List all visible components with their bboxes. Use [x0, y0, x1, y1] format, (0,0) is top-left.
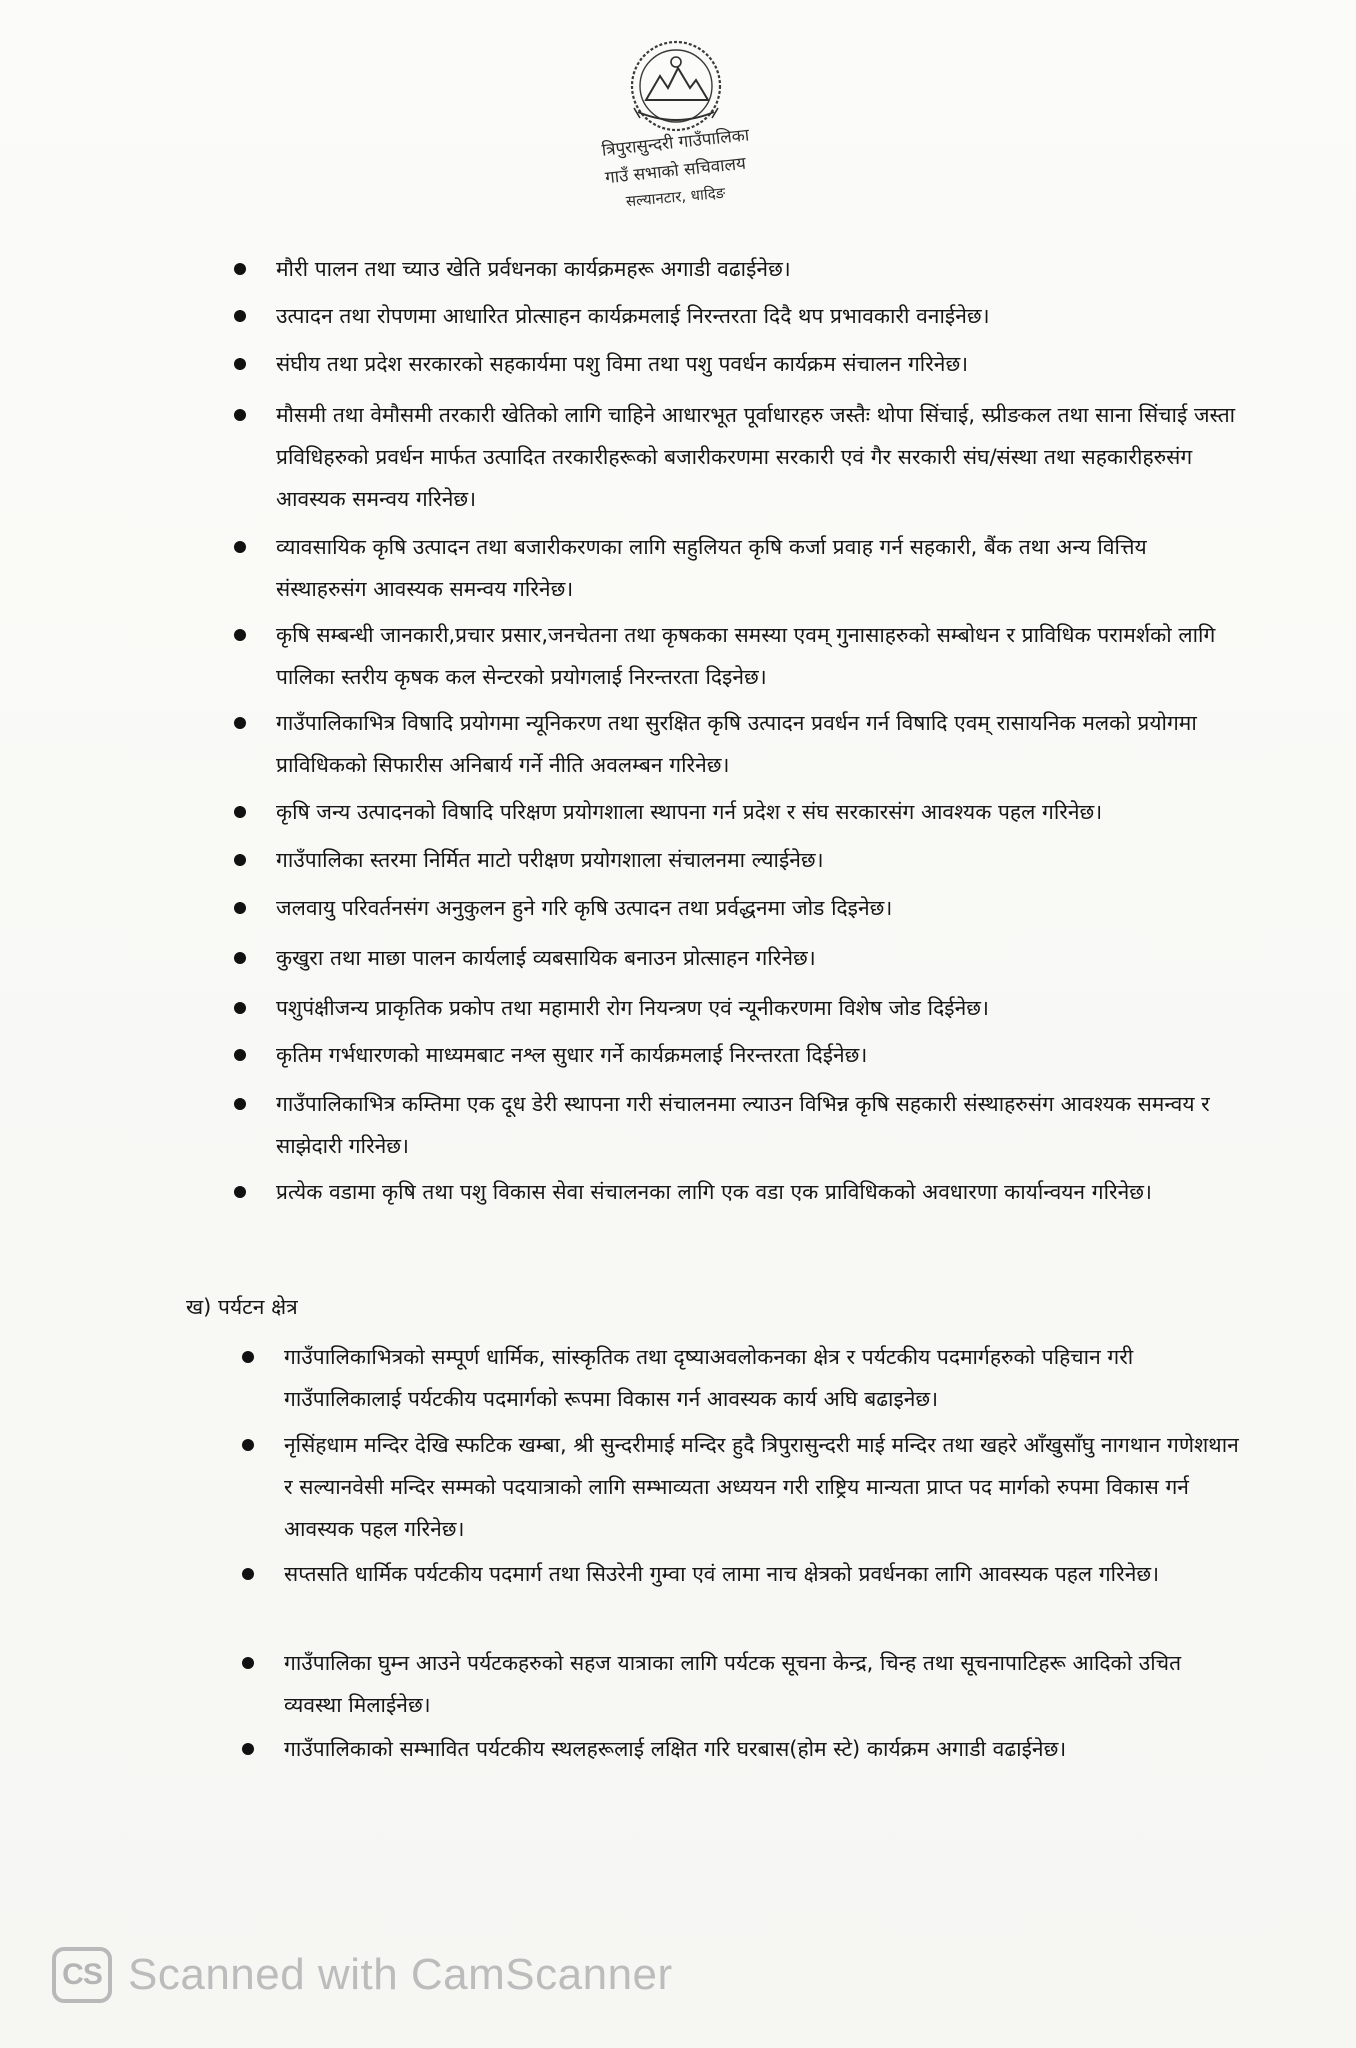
bullet-icon — [242, 1439, 254, 1451]
list-item-text: सप्तसति धार्मिक पर्यटकीय पदमार्ग तथा सिउरेनी गुम्वा एवं लामा नाच क्षेत्रको प्रवर्धनका लागि आवस्यक पहल गरिनेछ। — [284, 1562, 1160, 1586]
bullet-icon — [234, 717, 246, 729]
bullet-icon — [234, 1186, 246, 1198]
section-heading-tourism: ख) पर्यटन क्षेत्र — [186, 1295, 298, 1319]
list-item-text: मौरी पालन तथा च्याउ खेति प्रर्वधनका कार्यक्रमहरू अगाडी वढाईनेछ। — [276, 257, 791, 281]
list-item-text: कृषि सम्बन्धी जानकारी,प्रचार प्रसार,जनचेतना तथा कृषकका समस्या एवम् गुनासाहरुको सम्बोधन र प्राविधिक परामर्शको लागि पालिका स्तरीय कृषक कल सेन्टरको प्रयोगलाई निरन्तरता दिइनेछ। — [276, 623, 1216, 689]
list-item-text: गाउँपालिका स्तरमा निर्मित माटो परीक्षण प्रयोगशाला संचालनमा ल्याईनेछ। — [276, 848, 824, 872]
bullet-icon — [234, 854, 246, 866]
list-item-text: कृतिम गर्भधारणको माध्यमबाट नश्ल सुधार गर्ने कार्यक्रमलाई निरन्तरता दिईनेछ। — [276, 1043, 868, 1067]
seal-line-2: गाउँ सभाको सचिवालय — [604, 153, 747, 189]
bullet-icon — [234, 629, 246, 641]
list-item-text: गाउँपालिकाभित्र विषादि प्रयोगमा न्यूनिकरण तथा सुरक्षित कृषि उत्पादन प्रवर्धन गर्न विषादि एवम् रासायनिक मलको प्रयोगमा प्राविधिकको सिफारीस अनिबार्य गर्ने नीति अवलम्बन गरिनेछ। — [276, 711, 1197, 777]
bullet-icon — [242, 1351, 254, 1363]
seal-emblem-icon — [576, 28, 776, 218]
seal-line-3: सल्यानटार, धादिङ — [625, 183, 726, 211]
bullet-icon — [242, 1657, 254, 1669]
list-item-text: पशुपंक्षीजन्य प्राकृतिक प्रकोप तथा महामारी रोग नियन्त्रण एवं न्यूनीकरणमा विशेष जोड दिईनेछ। — [276, 996, 989, 1020]
list-item-text: मौसमी तथा वेमौसमी तरकारी खेतिको लागि चाहिने आधारभूत पूर्वाधारहरु जस्तैः थोपा सिंचाई, स्प्रीङकल तथा साना सिंचाई जस्ता प्रविधिहरुको प्रवर्धन मार्फत उत्पादित तरकारीहरूको बजारीकरणमा सरकारी एवं गैर सरकारी संघ/संस्था तथा सहकारीहरुसंग आवस्यक समन्वय गरिनेछ। — [276, 403, 1236, 511]
bullet-icon — [234, 806, 246, 818]
camscanner-logo-icon: CS — [52, 1947, 112, 2003]
bullet-icon — [234, 1002, 246, 1014]
list-item-text: गाउँपालिका घुम्न आउने पर्यटकहरुको सहज यात्राका लागि पर्यटक सूचना केन्द्र, चिन्ह तथा सूचनापाटिहरू आदिको उचित व्यवस्था मिलाईनेछ। — [284, 1651, 1182, 1717]
bullet-icon — [234, 902, 246, 914]
bullet-icon — [234, 310, 246, 322]
bullet-icon — [242, 1568, 254, 1580]
bullet-icon — [234, 541, 246, 553]
official-seal — [576, 28, 776, 218]
bullet-icon — [234, 952, 246, 964]
bullet-icon — [234, 1049, 246, 1061]
list-item-text: प्रत्येक वडामा कृषि तथा पशु विकास सेवा संचालनका लागि एक वडा एक प्राविधिकको अवधारणा कार्यान्वयन गरिनेछ। — [276, 1180, 1152, 1204]
list-item-text: व्यावसायिक कृषि उत्पादन तथा बजारीकरणका लागि सहुलियत कृषि कर्जा प्रवाह गर्न सहकारी, बैंक तथा अन्य वित्तिय संस्थाहरुसंग आवस्यक समन्वय गरिनेछ। — [276, 535, 1147, 601]
bullet-icon — [234, 1098, 246, 1110]
list-item-text: कृषि जन्य उत्पादनको विषादि परिक्षण प्रयोगशाला स्थापना गर्न प्रदेश र संघ सरकारसंग आवश्यक पहल गरिनेछ। — [276, 800, 1103, 824]
bullet-icon — [242, 1743, 254, 1755]
list-item-text: उत्पादन तथा रोपणमा आधारित प्रोत्साहन कार्यक्रमलाई निरन्तरता दिदै थप प्रभावकारी वनाईनेछ। — [276, 304, 990, 328]
bullet-icon — [234, 358, 246, 370]
list-item-text: नृसिंहधाम मन्दिर देखि स्फटिक खम्बा, श्री सुन्दरीमाई मन्दिर हुदै त्रिपुरासुन्दरी माई मन्दिर तथा खहरे आँखुसाँघु नागथान गणेशथान र सल्यानवेसी मन्दिर सम्मको पदयात्राको लागि सम्भाव्यता अध्ययन गरी राष्ट्रिय मान्यता प्राप्त पद मार्गको रुपमा विकास गर्न आवस्यक पहल गरिनेछ। — [284, 1433, 1239, 1541]
bullet-icon — [234, 409, 246, 421]
seal-line-1: त्रिपुरासुन्दरी गाउँपालिका — [600, 125, 751, 161]
camscanner-watermark — [52, 1940, 673, 2010]
list-item-text: जलवायु परिवर्तनसंग अनुकुलन हुने गरि कृषि उत्पादन तथा प्रर्वद्धनमा जोड दिइनेछ। — [276, 896, 893, 920]
list-item-text: गाउँपालिकाभित्रको सम्पूर्ण धार्मिक, सांस्कृतिक तथा दृष्याअवलोकनका क्षेत्र र पर्यटकीय पदमार्गहरुको पहिचान गरी गाउँपालिकालाई पर्यटकीय पदमार्गको रूपमा विकास गर्न आवस्यक कार्य अघि बढाइनेछ। — [284, 1345, 1134, 1411]
list-item-text: गाउँपालिकाको सम्भावित पर्यटकीय स्थलहरूलाई लक्षित गरि घरबास(होम स्टे) कार्यक्रम अगाडी वढाईनेछ। — [284, 1737, 1067, 1761]
list-item-text: कुखुरा तथा माछा पालन कार्यलाई व्यबसायिक बनाउन प्रोत्साहन गरिनेछ। — [276, 946, 816, 970]
bullet-icon — [234, 263, 246, 275]
watermark-text: Scanned with CamScanner — [128, 1950, 673, 1999]
list-item-text: गाउँपालिकाभित्र कम्तिमा एक दूध डेरी स्थापना गरी संचालनमा ल्याउन विभिन्न कृषि सहकारी संस्थाहरुसंग आवश्यक समन्वय र साझेदारी गरिनेछ। — [276, 1092, 1210, 1158]
list-item-text: संघीय तथा प्रदेश सरकारको सहकार्यमा पशु विमा तथा पशु पवर्धन कार्यक्रम संचालन गरिनेछ। — [276, 352, 969, 376]
